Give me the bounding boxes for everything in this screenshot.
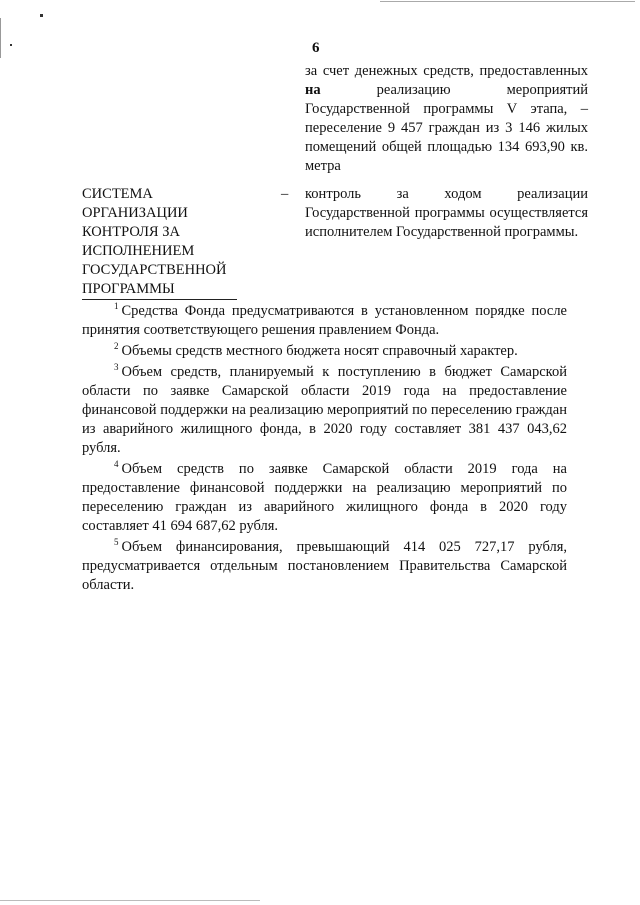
footnote-marker: 3 — [114, 362, 119, 373]
scan-edge-line — [0, 900, 260, 901]
label-line: СИСТЕМА — [82, 186, 153, 202]
footnote-marker: 5 — [114, 537, 119, 548]
footnote — [82, 342, 567, 361]
footnote-marker: 4 — [114, 459, 119, 470]
scan-mark — [10, 44, 12, 46]
bold-word: на — [305, 82, 321, 98]
top-continuation-text: за счет денежных средств, предоставленных на реализацию мероприятий Государственной программы V этапа, – переселение 9 457 граждан из 3 146 жилых помещений общей площадью 134 693,90 кв. метра — [305, 63, 588, 174]
label-line: ГОСУДАРСТВЕННОЙ — [82, 262, 227, 278]
footnote-text: Средства Фонда предусматриваются в установленном порядке после принятия соответствующего решения правлением Фонда. — [82, 303, 567, 338]
label-line: ОРГАНИЗАЦИИ — [82, 205, 188, 221]
control-section-label — [82, 185, 267, 299]
control-section-text: контроль за ходом реализации Государственной программы осуществляется исполнителем Государственной программы. — [305, 186, 588, 240]
scan-edge-line — [380, 1, 635, 2]
footnote-text: Объем финансирования, превышающий 414 025 727,17 рубля, предусматривается отдельным постановлением Правительства Самарской области. — [82, 539, 567, 593]
footnote-marker: 2 — [114, 341, 119, 352]
footnote — [82, 363, 567, 458]
footnote-text: Объем средств по заявке Самарской области 2019 года на предоставление финансовой поддержки на реализацию мероприятий по переселению граждан из аварийного жилищного фонда в 2020 году составляет 41 694 687,62 рубля. — [82, 461, 567, 534]
footnote — [82, 302, 567, 340]
page-number: 6 — [312, 40, 320, 56]
footnote-text: Объемы средств местного бюджета носят справочный характер. — [121, 343, 518, 359]
section-dash: – — [281, 186, 289, 202]
label-line: КОНТРОЛЯ ЗА — [82, 224, 180, 240]
footnotes — [82, 302, 567, 597]
label-line: ИСПОЛНЕНИЕМ — [82, 243, 195, 259]
label-line: ПРОГРАММЫ — [82, 281, 175, 297]
footnote — [82, 538, 567, 595]
footnote-marker: 1 — [114, 301, 119, 312]
scan-edge-line — [0, 18, 1, 58]
footnote-separator — [82, 299, 237, 300]
scan-mark — [40, 14, 43, 17]
footnote-text: Объем средств, планируемый к поступлению в бюджет Самарской области по заявке Самарской области 2019 года на предоставление финансовой поддержки на реализацию мероприятий по переселению граждан из аварийного жилищного фонда, в 2020 году составляет 381 437 043,62 рубля. — [82, 364, 567, 456]
footnote — [82, 460, 567, 536]
